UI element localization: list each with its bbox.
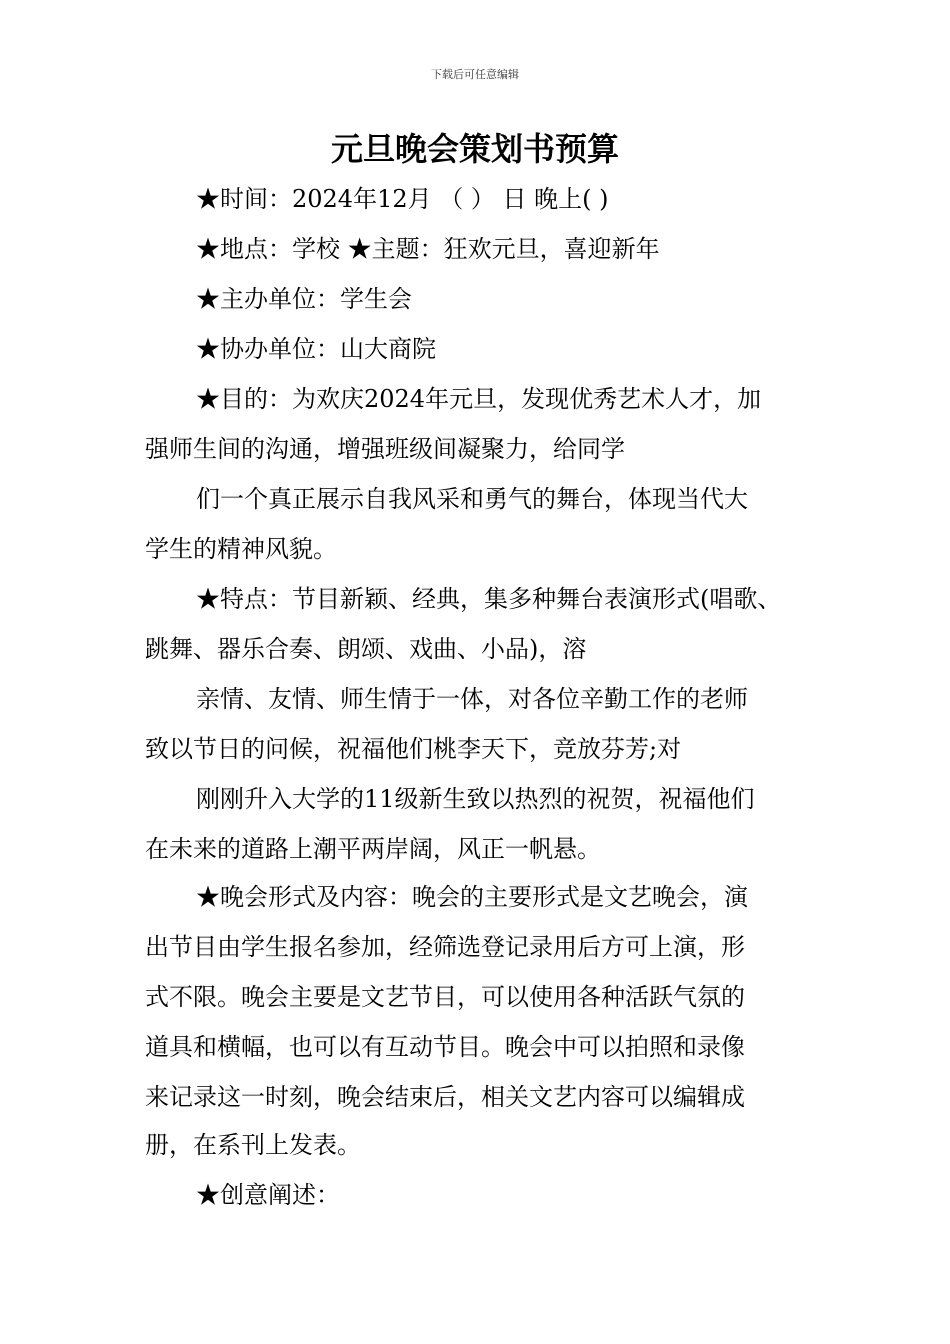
text-line: ★地点：学校 ★主题：狂欢元旦，喜迎新年 [196,235,660,263]
header-note: 下载后可任意编辑 [431,68,519,81]
text-line: ★主办单位：学生会 [196,285,412,313]
text-line: ★目的：为欢庆2024年元旦，发现优秀艺术人才，加 [196,385,762,413]
text-line: ★时间：2024年12月 （ ） 日 晚上( ) [196,185,609,213]
text-line: 在未来的道路上潮平两岸阔，风正一帆悬。 [145,835,601,863]
text-line: 来记录这一时刻，晚会结束后，相关文艺内容可以编辑成 [145,1083,745,1111]
text-line: ★晚会形式及内容：晚会的主要形式是文艺晚会，演 [196,883,748,911]
text-line: ★特点：节目新颖、经典，集多种舞台表演形式(唱歌、 [196,585,782,613]
text-line: ★创意阐述： [196,1181,340,1209]
text-line: 跳舞、器乐合奏、朗颂、戏曲、小品)，溶 [145,635,587,663]
text-line: 强师生间的沟通，增强班级间凝聚力，给同学 [145,435,625,463]
text-line: 们一个真正展示自我风采和勇气的舞台，体现当代大 [196,485,748,513]
text-line: 刚刚升入大学的11级新生致以热烈的祝贺，祝福他们 [196,785,755,813]
text-line: 式不限。晚会主要是文艺节目，可以使用各种活跃气氛的 [145,983,745,1011]
text-line: 道具和横幅，也可以有互动节目。晚会中可以拍照和录像 [145,1033,745,1061]
text-line: ★协办单位：山大商院 [196,335,436,363]
text-line: 亲情、友情、师生情于一体，对各位辛勤工作的老师 [196,685,748,713]
page-title: 元旦晚会策划书预算 [330,130,619,168]
text-line: 学生的精神风貌。 [145,535,337,563]
text-line: 出节目由学生报名参加，经筛选登记录用后方可上演，形 [145,933,745,961]
text-line: 致以节日的问候，祝福他们桃李天下，竞放芬芳;对 [145,735,682,763]
text-line: 册，在系刊上发表。 [145,1131,361,1159]
